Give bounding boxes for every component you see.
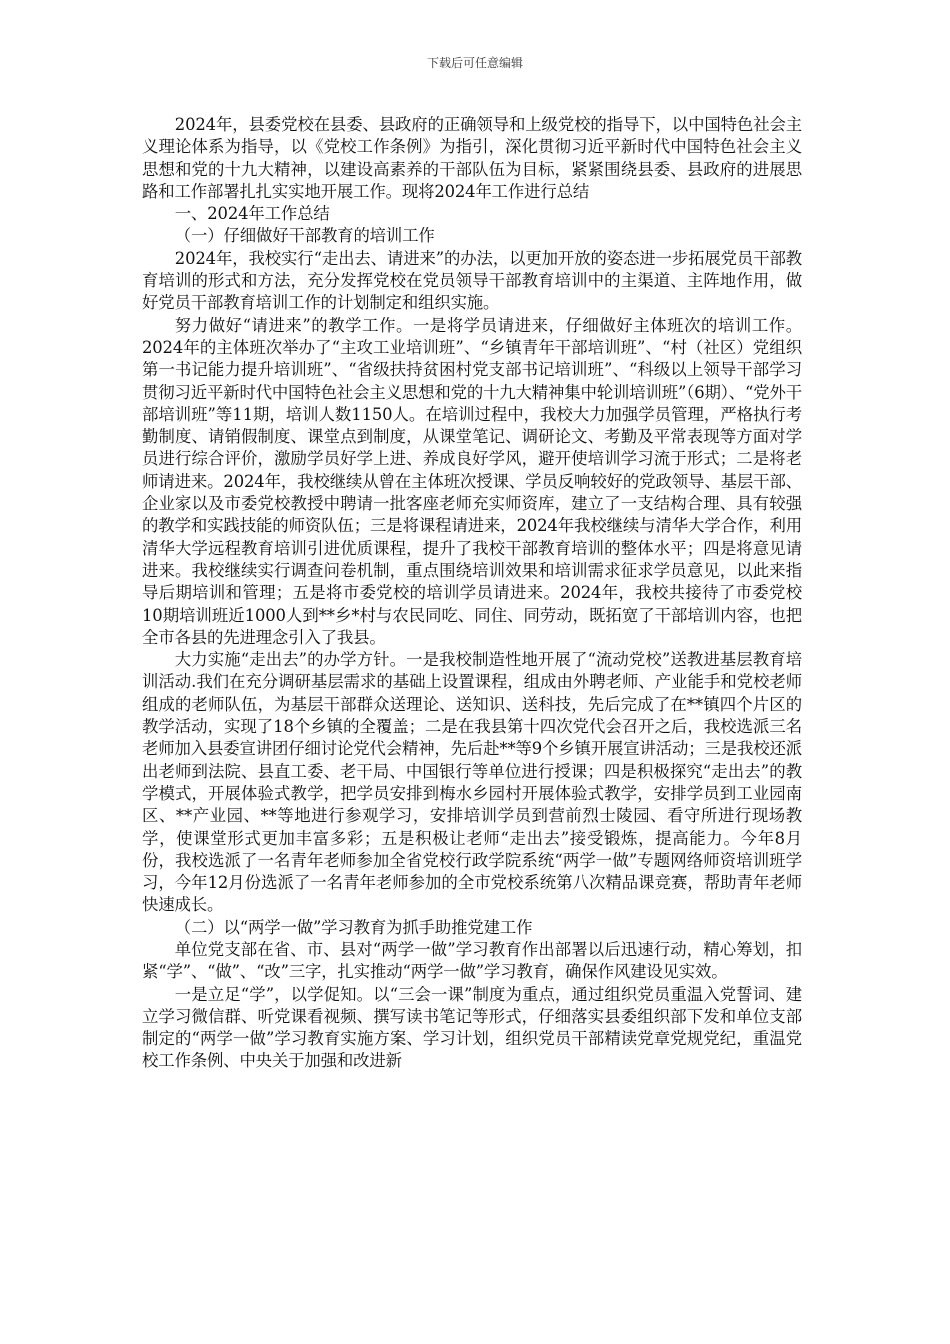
- body-paragraph: 一是立足“学”，以学促知。以“三会一课”制度为重点，通过组织党员重温入党誓词、建立学习微信群、听党课看视频、撰写读书笔记等形式，仔细落实县委组织部下发和单位支部制定的“两学一做”学习教育实施方案、学习计划，组织党员干部精读党章党规党纪，重温党校工作条例、中央关于加强和改进新: [142, 984, 802, 1071]
- section-heading: 一、2024年工作总结: [174, 204, 330, 224]
- document-body: [142, 114, 802, 1073]
- body-paragraph: 单位党支部在省、市、县对“两学一做”学习教育作出部署以后迅速行动，精心筹划，扣紧“学”、“做”、“改”三字，扎实推动“两学一做”学习教育，确保作风建设见实效。: [142, 939, 802, 982]
- subsection-heading: （一）仔细做好干部教育的培训工作: [174, 226, 435, 246]
- body-paragraph: 大力实施“走出去”的办学方针。一是我校制造性地开展了“流动党校”送教进基层教育培训活动.我们在充分调研基层需求的基础上设置课程，组成由外聘老师、产业能手和党校老师组成的老师队伍，为基层干部群众送理论、送知识、送科技，先后完成了在**镇四个片区的教学活动，实现了18个乡镇的全覆盖；二是在我县第十四次党代会召开之后，我校选派三名老师加入县委宣讲团仔细讨论党代会精神，先后赴**等9个乡镇开展宣讲活动；三是我校还派出老师到法院、县直工委、老干局、中国银行等单位进行授课；四是积极探究“走出去”的教学模式，开展体验式教学，把学员安排到梅水乡园村开展体验式教学，安排学员到工业园南区、**产业园、**等地进行参观学习，安排培训学员到营前烈士陵园、看守所进行现场教学，使课堂形式更加丰富多彩；五是积极让老师“走出去”接受锻炼，提高能力。今年8月份，我校选派了一名青年老师参加全省党校行政学院系统“两学一做”专题网络师资培训班学习，今年12月份选派了一名青年老师参加的全市党校系统第八次精品课竞赛，帮助青年老师快速成长。: [142, 650, 802, 915]
- body-paragraph: 努力做好“请进来”的教学工作。一是将学员请进来，仔细做好主体班次的培训工作。2024年的主体班次举办了“主攻工业培训班”、“乡镇青年干部培训班”、“村（社区）党组织第一书记能力提升培训班”、“省级扶持贫困村党支部书记培训班”、“科级以上领导干部学习贯彻习近平新时代中国特色社会主义思想和党的十九大精神集中轮训培训班”（6期）、“党外干部培训班”等11期，培训人数1150人。在培训过程中，我校大力加强学员管理，严格执行考勤制度、请销假制度、课堂点到制度，从课堂笔记、调研论文、考勤及平常表现等方面对学员进行综合评价，激励学员好学上进、养成良好学风，避开使培训学习流于形式；二是将老师请进来。2024年，我校继续从曾在主体班次授课、学员反响较好的党政领导、基层干部、企业家以及市委党校教授中聘请一批客座老师充实师资库，建立了一支结构合理、具有较强的教学和实践技能的师资队伍；三是将课程请进来，2024年我校继续与清华大学合作，利用清华大学远程教育培训引进优质课程，提升了我校干部教育培训的整体水平；四是将意见请进来。我校继续实行调查问卷机制，重点围绕培训效果和培训需求征求学员意见，以此来指导后期培训和管理；五是将市委党校的培训学员请进来。2024年，我校共接待了市委党校10期培训班近1000人到**乡*村与农民同吃、同住、同劳动，既拓宽了干部培训内容，也把全市各县的先进理念引入了我县。: [142, 315, 802, 647]
- intro-paragraph: 2024年，县委党校在县委、县政府的正确领导和上级党校的指导下，以中国特色社会主义理论体系为指导，以《党校工作条例》为指引，深化贯彻习近平新时代中国特色社会主义思想和党的十九大精神，以建设高素养的干部队伍为目标，紧紧围绕县委、县政府的进展思路和工作部署扎扎实实地开展工作。现将2024年工作进行总结: [142, 115, 802, 201]
- subsection-heading: （二）以“两学一做”学习教育为抓手助推党建工作: [174, 917, 533, 937]
- page-header-note: 下载后可任意编辑: [426, 56, 523, 70]
- body-paragraph: 2024年，我校实行“走出去、请进来”的办法，以更加开放的姿态进一步拓展党员干部教育培训的形式和方法，充分发挥党校在党员领导干部教育培训中的主渠道、主阵地作用，做好党员干部教育培训工作的计划制定和组织实施。: [142, 248, 802, 313]
